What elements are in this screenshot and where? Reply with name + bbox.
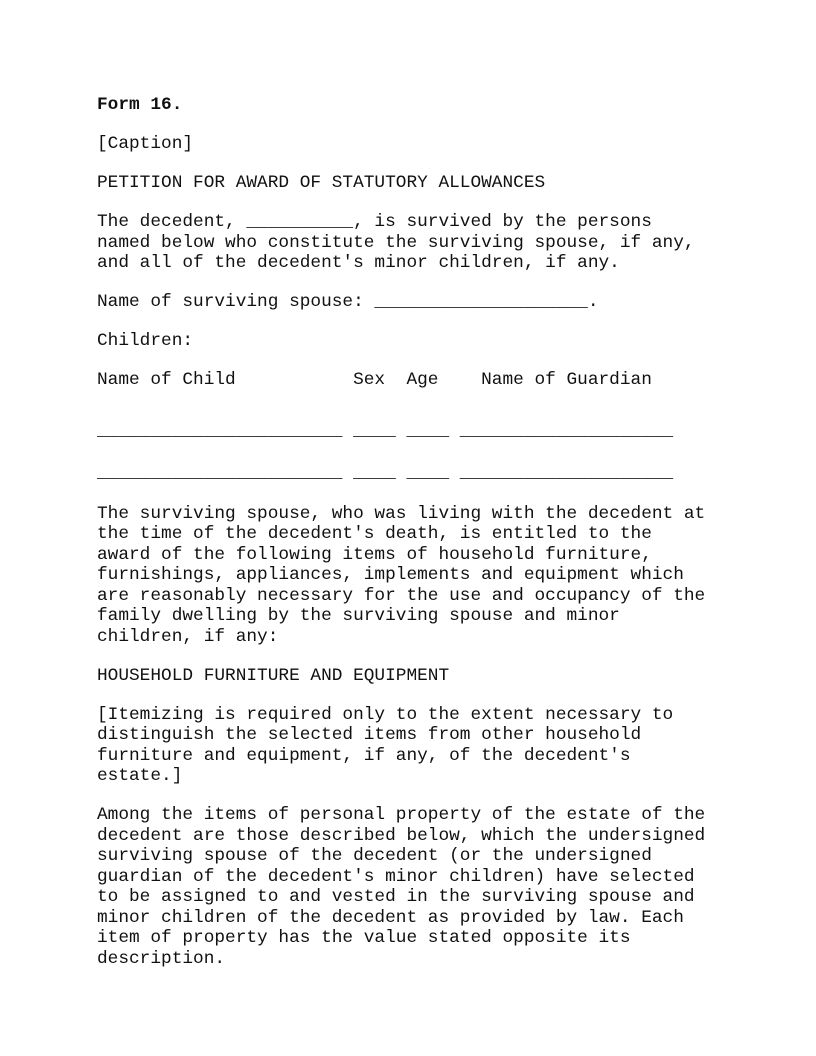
selection-paragraph bbox=[97, 805, 797, 969]
paragraph-line: Among the items of personal property of the estate of the bbox=[97, 805, 706, 825]
caption-placeholder: [Caption] bbox=[97, 134, 194, 154]
paragraph-line: furnishings, appliances, implements and equipment which bbox=[97, 565, 684, 585]
paragraph-line: The decedent, __________, is survived by the persons bbox=[97, 212, 652, 232]
paragraph-line: surviving spouse of the decedent (or the undersigned bbox=[97, 846, 652, 866]
petition-title: PETITION FOR AWARD OF STATUTORY ALLOWANCES bbox=[97, 173, 546, 193]
children-table-header: Name of Child Sex Age Name of Guardian bbox=[97, 370, 652, 390]
paragraph-line: to be assigned to and vested in the surviving spouse and bbox=[97, 887, 695, 907]
paragraph-line: description. bbox=[97, 948, 226, 969]
children-blank-row: _______________________ ____ ____ ____________________ bbox=[97, 420, 674, 441]
paragraph-line: furniture and equipment, if any, of the decedent's bbox=[97, 745, 631, 766]
paragraph-line: [Itemizing is required only to the extent necessary to bbox=[97, 704, 674, 725]
furniture-heading: HOUSEHOLD FURNITURE AND EQUIPMENT bbox=[97, 665, 450, 686]
paragraph-line: are reasonably necessary for the use and occupancy of the bbox=[97, 585, 706, 606]
paragraph-line: guardian of the decedent's minor children) have selected bbox=[97, 866, 695, 887]
decedent-paragraph bbox=[97, 212, 797, 274]
paragraph-line: family dwelling by the surviving spouse and minor bbox=[97, 606, 620, 626]
paragraph-line: and all of the decedent's minor children, if any. bbox=[97, 253, 620, 273]
children-label: Children: bbox=[97, 331, 194, 351]
paragraph-line: item of property has the value stated opposite its bbox=[97, 928, 631, 948]
paragraph-line: minor children of the decedent as provided by law. Each bbox=[97, 907, 684, 928]
paragraph-line: the time of the decedent's death, is entitled to the bbox=[97, 524, 652, 544]
form-title: Form 16. bbox=[97, 95, 183, 115]
spouse-name-line: Name of surviving spouse: ____________________. bbox=[97, 292, 599, 312]
paragraph-line: estate.] bbox=[97, 766, 183, 786]
paragraph-line: named below who constitute the surviving spouse, if any, bbox=[97, 232, 695, 253]
paragraph-line: decedent are those described below, which the undersigned bbox=[97, 825, 706, 846]
paragraph-line: award of the following items of household furniture, bbox=[97, 544, 652, 565]
entitlement-paragraph bbox=[97, 504, 797, 648]
children-blank-row: _______________________ ____ ____ ____________________ bbox=[97, 463, 674, 483]
paragraph-line: distinguish the selected items from other household bbox=[97, 725, 642, 745]
paragraph-line: The surviving spouse, who was living with the decedent at bbox=[97, 503, 706, 524]
paragraph-line: children, if any: bbox=[97, 626, 279, 647]
itemizing-note bbox=[97, 705, 797, 787]
form-document bbox=[97, 95, 797, 969]
